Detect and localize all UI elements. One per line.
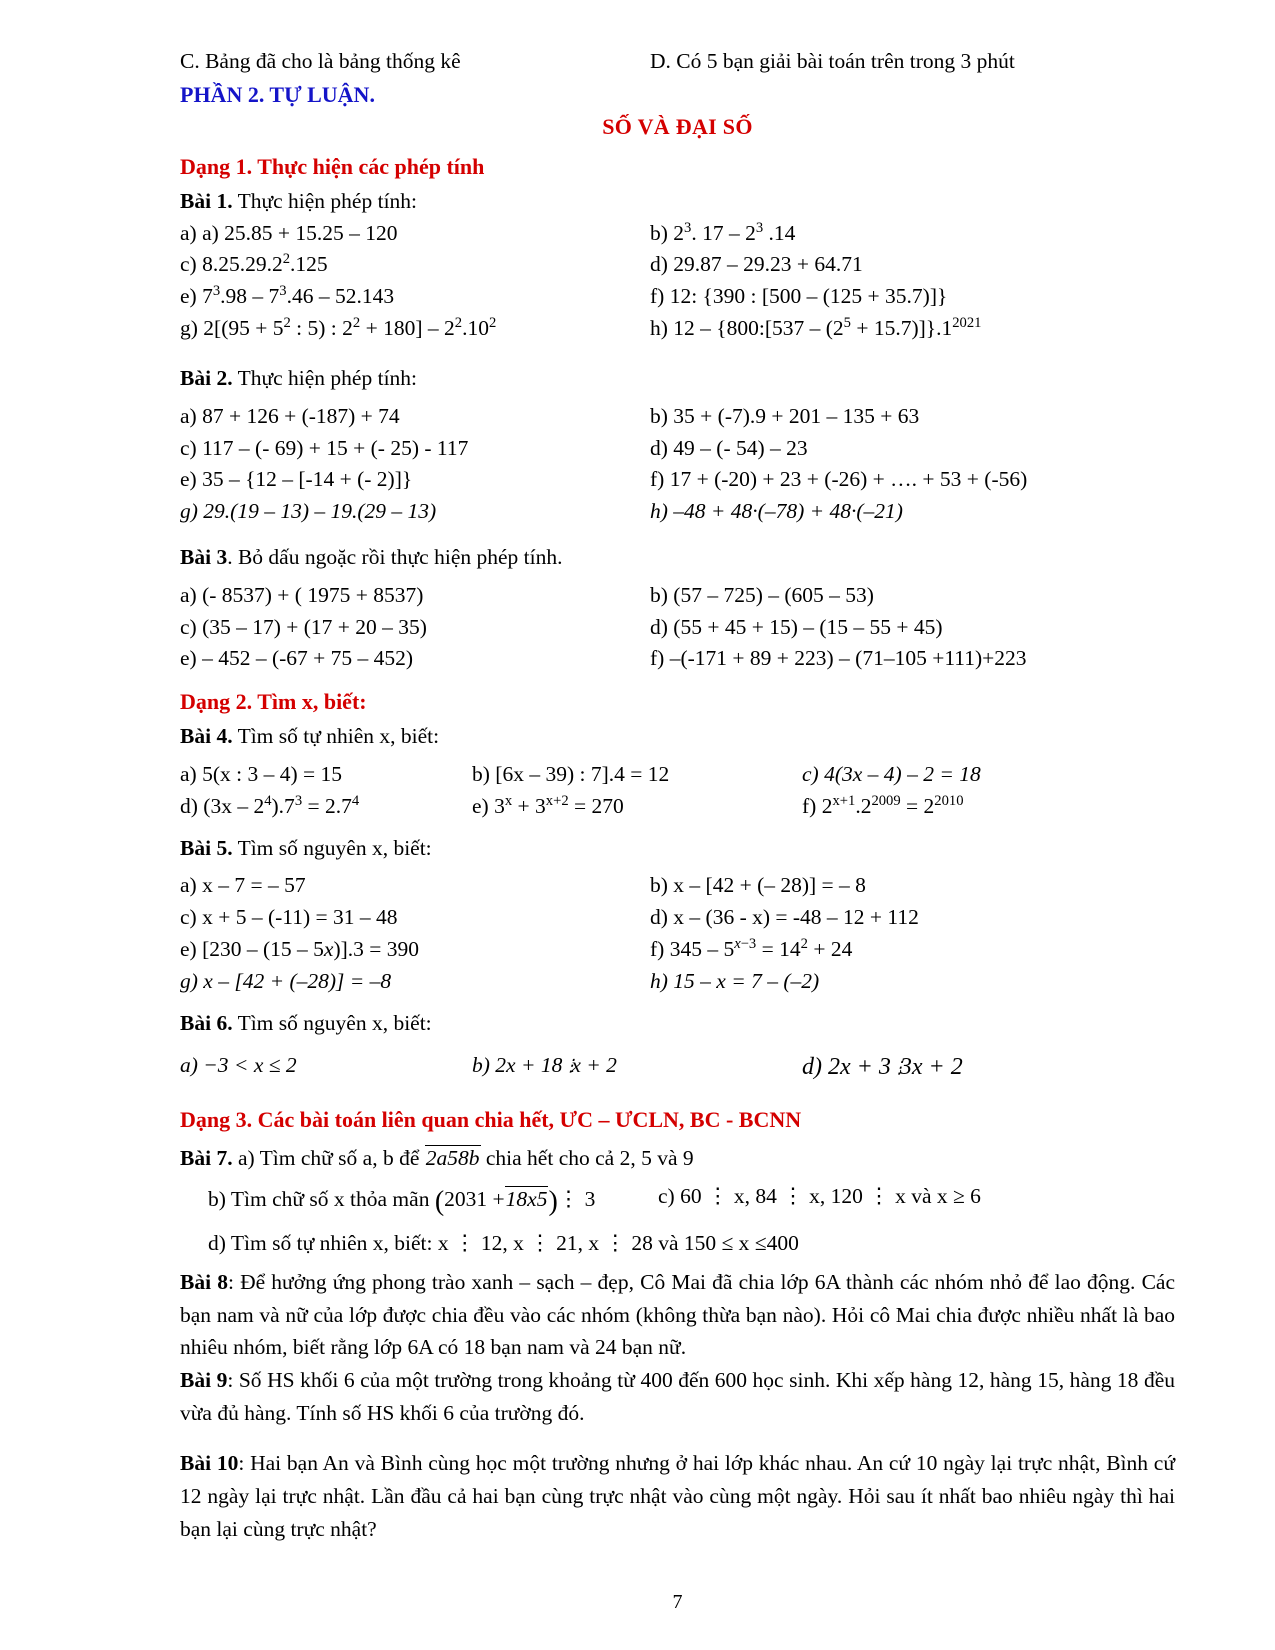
bai3-label: Bài 3 xyxy=(180,544,228,569)
bai4-prompt-text: Tìm số tự nhiên x, biết: xyxy=(237,724,440,749)
bai4-row-2 xyxy=(180,791,1175,823)
bai2-prompt xyxy=(180,363,1175,395)
bai3-item-b: b) (57 – 725) – (605 – 53) xyxy=(650,582,874,607)
bai3-item-a: a) (- 8537) + ( 1975 + 8537) xyxy=(180,582,424,607)
bai1-row-3 xyxy=(180,281,1175,313)
dang3-heading: Dạng 3. Các bài toán liên quan chia hết, ƯC – ƯCLN, BC - BCNN xyxy=(180,1107,802,1133)
bai3-item-d: d) (55 + 45 + 15) – (15 – 55 + 45) xyxy=(650,614,943,639)
bai3-row-2 xyxy=(180,612,1175,644)
bai8-label: Bài 8 xyxy=(180,1270,228,1295)
bai1-item-g: g) $2[(95 + 5^2$ : 5) : $2^2 + 180] - 2^2.10^2$ xyxy=(180,314,497,341)
bai2-prompt-text: Thực hiện phép tính: xyxy=(237,365,418,390)
bai9-paragraph xyxy=(180,1364,1175,1429)
dang2-heading: Dạng 2. Tìm x, biết: xyxy=(180,689,367,715)
bai1-label: Bài 1. xyxy=(180,188,233,213)
bai3-item-e: e) – 452 – (-67 + 75 – 452) xyxy=(180,646,414,671)
bai4-item-c: c) 4(3x – 4) – 2 = 18 xyxy=(802,762,981,786)
bai6-row-1 xyxy=(180,1050,1175,1086)
bai7-part-b xyxy=(208,1181,658,1222)
bai5-item-a: a) x – 7 = – 57 xyxy=(180,873,306,898)
top-options-row xyxy=(180,46,1175,78)
bai2-row-2 xyxy=(180,433,1175,465)
bai1-row-1 xyxy=(180,218,1175,250)
bai5-item-c: c) x + 5 – (-11) = 31 – 48 xyxy=(180,905,398,930)
bai5-item-h: h) 15 – x = 7 – (–2) xyxy=(650,968,820,993)
bai1-row-4 xyxy=(180,313,1175,345)
bai10-text: : Hai bạn An và Bình cùng học một trường nhưng ở hai lớp khác nhau. An cứ 10 ngày lại trực nhật, Bình cứ 12 ngày lại trực nhật. Lần đầu cả hai bạn cùng trực nhật vào cùng một ngày. Hỏi sau ít nhất bao nhiêu ngày thì hai bạn lại cùng trực nhật? xyxy=(180,1451,1175,1541)
part-heading: PHẦN 2. TỰ LUẬN. xyxy=(180,81,375,107)
bai5-prompt-text: Tìm số nguyên x, biết: xyxy=(237,835,432,860)
bai4-item-d: d) $(3x - 2^4).7^3 = 2.7^4$ xyxy=(180,792,360,818)
bai7-a-post: chia hết cho cả 2, 5 và 9 xyxy=(485,1146,694,1171)
bai7-part-d: d) Tìm số tự nhiên x, biết: x ⋮ 12, x ⋮ 21, x ⋮ 28 và 150 ≤ x ≤400 xyxy=(208,1231,799,1256)
bai6-item-a: a) −3 < x ≤ 2 xyxy=(180,1052,297,1077)
bai1-prompt xyxy=(180,186,1175,218)
bai2-item-c: c) 117 – (- 69) + 15 + (- 25) - 117 xyxy=(180,435,469,460)
bai6-prompt xyxy=(180,1008,1175,1040)
bai2-item-a: a) 87 + 126 + (-187) + 74 xyxy=(180,403,400,428)
bai7-row-bc xyxy=(180,1181,1203,1222)
bai2-item-d: d) 49 – (- 54) – 23 xyxy=(650,435,808,460)
bai7-b-pre: b) Tìm chữ số x thỏa mãn xyxy=(208,1186,430,1211)
bai9-text: : Số HS khối 6 của một trường trong khoảng từ 400 đến 600 học sinh. Khi xếp hàng 12, hàng 15, hàng 18 đều vừa đủ hàng. Tính số HS khối 6 của trường đó. xyxy=(180,1368,1175,1425)
bai7-b-overline: 18x5 xyxy=(505,1186,548,1211)
bai5-item-e: e) [230 – (15 – 5x)].3 = 390 xyxy=(180,937,420,962)
option-c: C. Bảng đã cho là bảng thống kê xyxy=(180,49,461,73)
bai3-prompt-text: . Bỏ dấu ngoặc rồi thực hiện phép tính. xyxy=(227,544,563,569)
bai1-item-d: d) 29.87 – 29.23 + 64.71 xyxy=(650,252,863,277)
bai7-label: Bài 7. xyxy=(180,1146,233,1171)
bai3-item-f: f) –(-171 + 89 + 223) – (71–105 +111)+223 xyxy=(650,646,1027,671)
bai5-item-f: f) $345 - 5^{x-3} = 14^2 + 24$ xyxy=(650,935,853,962)
bai5-item-d: d) x – (36 - x) = -48 – 12 + 112 xyxy=(650,905,919,930)
bai4-item-a: a) 5(x : 3 – 4) = 15 xyxy=(180,762,342,786)
bai10-label: Bài 10 xyxy=(180,1451,239,1476)
bai2-row-4 xyxy=(180,496,1175,528)
bai2-item-f: f) 17 + (-20) + 23 + (-26) + …. + 53 + (-56) xyxy=(650,467,1028,492)
bai8-text: : Để hưởng ứng phong trào xanh – sạch – đẹp, Cô Mai đã chia lớp 6A thành các nhóm nhỏ để lao động. Các bạn nam và nữ của lớp được chia đều vào các nhóm (không thừa bạn nào). Hỏi cô Mai chia được nhiều nhất là bao nhiêu nhóm, biết rằng lớp 6A có 18 bạn nam và 24 bạn nữ. xyxy=(180,1270,1175,1360)
bai1-row-2 xyxy=(180,249,1175,281)
option-d: D. Có 5 bạn giải bài toán trên trong 3 phút xyxy=(650,49,1015,73)
bai3-row-3 xyxy=(180,643,1175,675)
bai1-item-h: h) 12 – {800:[537 – $(2^5 + 15.7)]\}.1^{2021}$ xyxy=(650,314,982,341)
bai6-prompt-text: Tìm số nguyên x, biết: xyxy=(237,1010,432,1035)
bai10-paragraph xyxy=(180,1447,1175,1545)
bai2-row-1 xyxy=(180,401,1175,433)
bai2-label: Bài 2. xyxy=(180,365,233,390)
bai4-item-b: b) [6x – 39) : 7].4 = 12 xyxy=(472,762,670,786)
bai7-b-paren-open: ( xyxy=(434,1185,445,1217)
bai7-part-a xyxy=(180,1143,1175,1175)
bai1-item-f: f) 12: {390 : [500 – (125 + 35.7)]} xyxy=(650,284,948,309)
bai7-b-expr1: 2031 + xyxy=(444,1186,505,1211)
bai3-item-c: c) (35 – 17) + (17 + 20 – 35) xyxy=(180,614,427,639)
bai5-row-3 xyxy=(180,934,1175,966)
bai2-item-b: b) 35 + (-7).9 + 201 – 135 + 63 xyxy=(650,403,920,428)
bai2-item-e: e) 35 – {12 – [-14 + (- 2)]} xyxy=(180,467,413,492)
bai3-row-1 xyxy=(180,580,1175,612)
bai6-item-d: d) 2x + 3 ⋮ 3x + 2 xyxy=(802,1050,1175,1086)
bai5-label: Bài 5. xyxy=(180,835,233,860)
bai7-b-div: ⋮ 3 xyxy=(557,1186,596,1211)
section-title: SỐ VÀ ĐẠI SỐ xyxy=(602,113,753,139)
bai5-row-4 xyxy=(180,966,1175,998)
bai7-part-c: c) 60 ⋮ x, 84 ⋮ x, 120 ⋮ x và x ≥ 6 xyxy=(658,1183,981,1208)
bai2-item-g: g) 29.(19 – 13) – 19.(29 – 13) xyxy=(180,499,437,524)
bai1-item-e: e) $7^3.98 - 7^3.46 - 52.143$ xyxy=(180,283,395,309)
bai5-item-g: g) x – [42 + (–28)] = –8 xyxy=(180,968,392,993)
bai3-prompt xyxy=(180,542,1175,574)
bai4-label: Bài 4. xyxy=(180,724,233,749)
bai4-item-e: e) $3^x + 3^{x+2} = 270$ xyxy=(472,792,624,818)
page-number: 7 xyxy=(672,1591,683,1614)
bai9-label: Bài 9 xyxy=(180,1368,228,1393)
bai1-prompt-text: Thực hiện phép tính: xyxy=(237,188,418,213)
bai7-b-paren-close: ) xyxy=(548,1185,558,1217)
bai7-a-overline: 2a58b xyxy=(425,1146,480,1171)
bai8-paragraph xyxy=(180,1266,1175,1364)
bai4-prompt xyxy=(180,721,1175,753)
bai1-item-a: a) a) 25.85 + 15.25 – 120 xyxy=(180,220,398,245)
bai6-item-b: b) 2x + 18 ⋮ x + 2 xyxy=(472,1050,802,1086)
bai2-row-3 xyxy=(180,464,1175,496)
dang1-heading: Dạng 1. Thực hiện các phép tính xyxy=(180,153,485,179)
bai4-row-1 xyxy=(180,759,1175,791)
bai5-item-b: b) x – [42 + (– 28)] = – 8 xyxy=(650,873,866,898)
bai4-item-f: f) $2^{x+1}.2^{2009} = 2^{2010}$ xyxy=(802,792,964,818)
bai5-row-1 xyxy=(180,870,1175,902)
bai1-item-b: b) $2^3$. $17 - 2^3$ .14 xyxy=(650,219,796,245)
bai1-item-c: c) 8.25.29.2$^2$.125 xyxy=(180,251,328,277)
bai2-item-h: h) –48 + 48·(–78) + 48·(–21) xyxy=(650,499,903,524)
bai6-label: Bài 6. xyxy=(180,1010,233,1035)
bai5-prompt xyxy=(180,833,1175,865)
bai5-row-2 xyxy=(180,902,1175,934)
bai7-a-pre: a) Tìm chữ số a, b để xyxy=(237,1146,420,1171)
